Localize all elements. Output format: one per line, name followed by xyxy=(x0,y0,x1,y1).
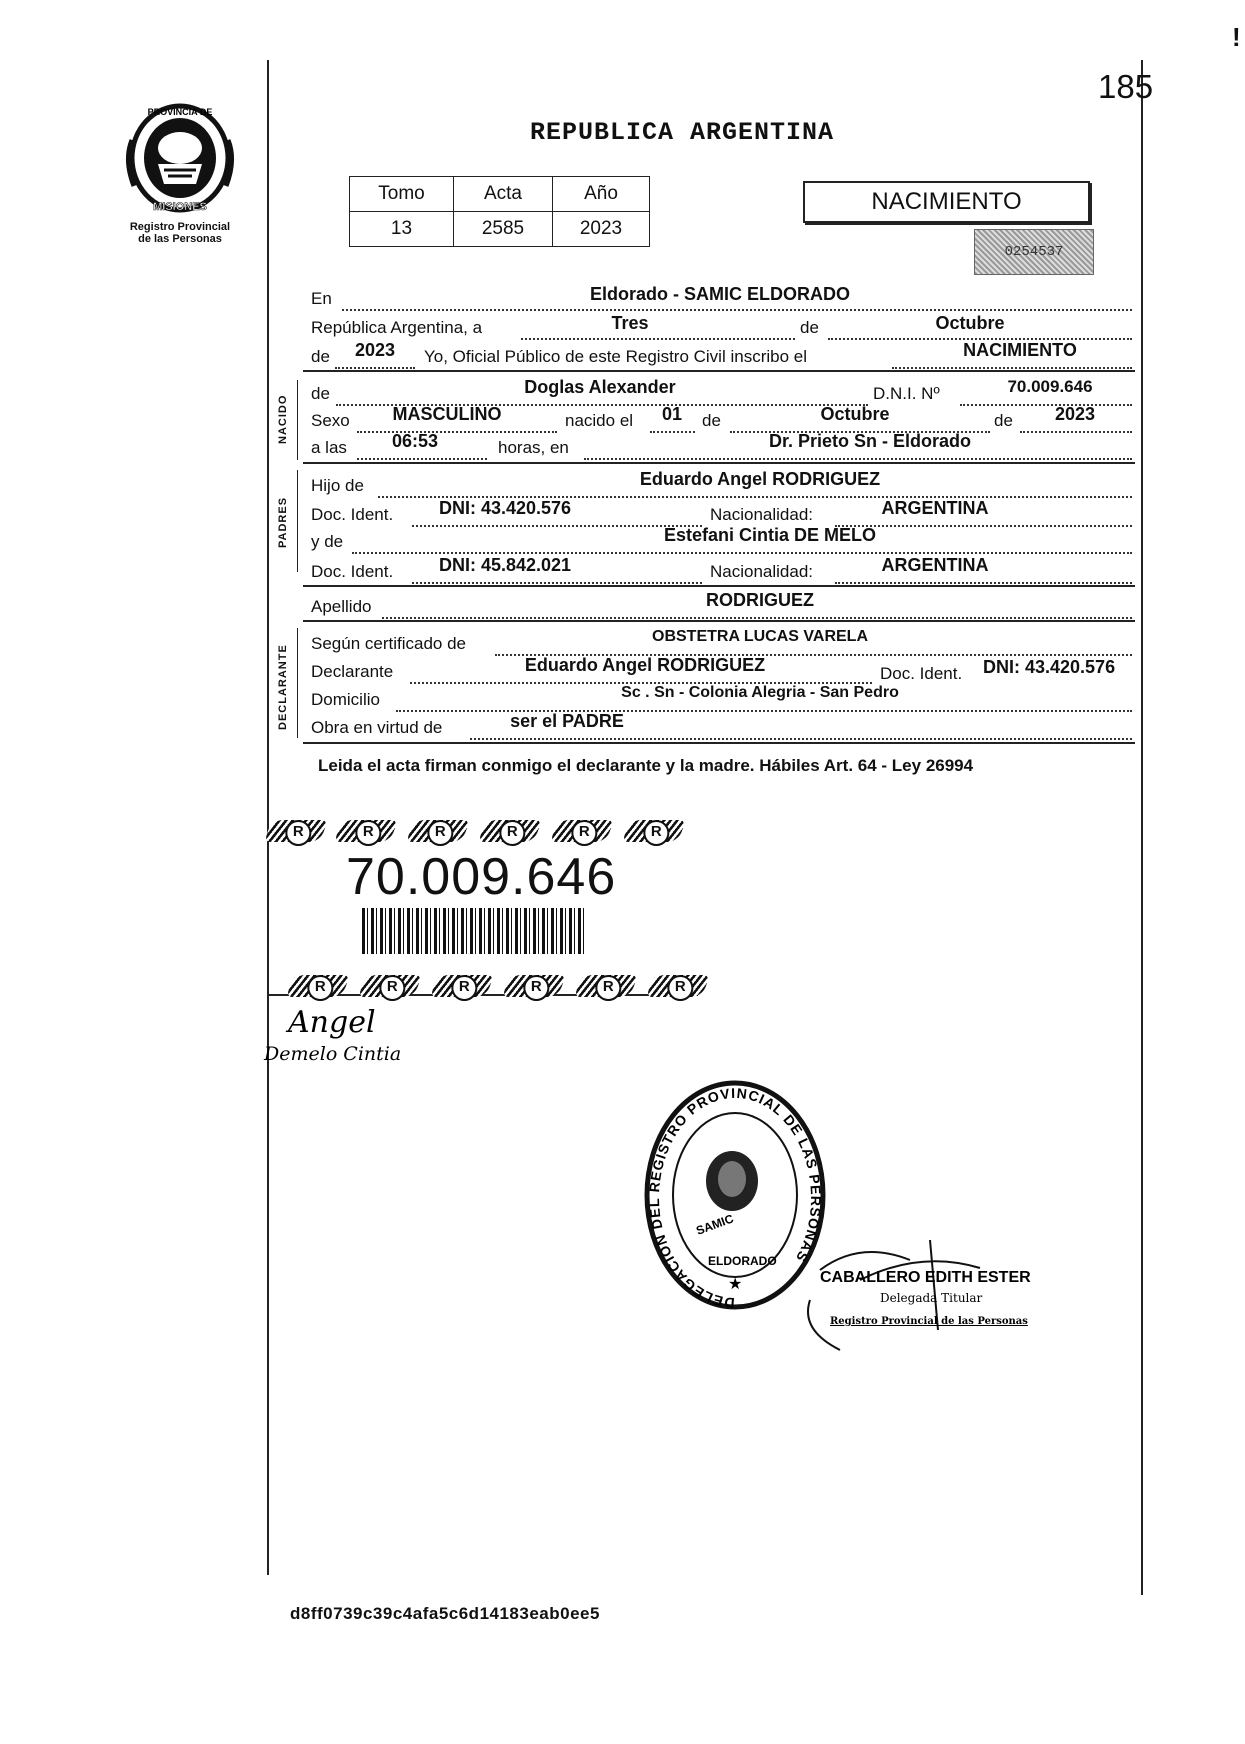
registry-watermark-mark xyxy=(550,820,613,842)
label-en: En xyxy=(311,289,332,308)
text-officer-statement: Yo, Oficial Público de este Registro Civil inscribo el xyxy=(424,347,807,366)
value-declarant-doc: DNI: 43.420.576 xyxy=(983,657,1116,677)
label-declarant: Declarante xyxy=(311,662,394,681)
stamp-star-icon: ★ xyxy=(728,1274,743,1293)
label-nationality-mother: Nacionalidad: xyxy=(710,562,814,581)
registry-watermark-letter: R xyxy=(285,820,311,846)
value-child-name: Doglas Alexander xyxy=(524,377,676,397)
value-born-year: 2023 xyxy=(1054,404,1096,424)
registry-table xyxy=(349,176,650,247)
registry-watermark-letter: R xyxy=(667,975,693,1001)
label-hours-en: horas, en xyxy=(498,438,569,457)
value-surname: RODRIGUEZ xyxy=(706,590,814,610)
value-address: Sc . Sn - Colonia Alegria - San Pedro xyxy=(621,684,899,701)
registry-watermark-letter: R xyxy=(523,975,549,1001)
registry-watermark-mark xyxy=(406,820,469,842)
value-born-day: 01 xyxy=(661,404,683,424)
label-doc-ident-declarant: Doc. Ident. xyxy=(880,664,963,683)
registry-watermark-mark xyxy=(622,820,685,842)
section-rule xyxy=(303,370,1135,372)
registry-watermark-mark xyxy=(264,820,327,842)
logo-seal-bottom: MISIONES xyxy=(153,201,207,213)
label-born: nacido el xyxy=(565,411,634,430)
section-label-declarante: DECLARANTE xyxy=(277,644,289,730)
label-doc-ident-mother: Doc. Ident. xyxy=(311,562,394,581)
value-place-of-registration: Eldorado - SAMIC ELDORADO xyxy=(590,284,850,304)
value-sex: MASCULINO xyxy=(392,404,502,424)
label-dni: D.N.I. Nº xyxy=(873,384,940,403)
label-de-born-year: de xyxy=(994,411,1013,430)
registry-value-row xyxy=(350,212,650,247)
registry-watermark-letter: R xyxy=(499,820,525,846)
value-certificate: OBSTETRA LUCAS VARELA xyxy=(652,628,868,645)
value-father-name: Eduardo Angel RODRIGUEZ xyxy=(639,469,881,489)
dni-barcode xyxy=(362,908,584,954)
section-label-padres: PADRES xyxy=(277,496,289,548)
value-reason: ser el PADRE xyxy=(510,711,624,731)
registry-watermark-letter: R xyxy=(595,975,621,1001)
value-mother-name: Estefani Cintia DE MELO xyxy=(663,525,877,545)
corner-mark: ! xyxy=(1232,22,1241,52)
registry-watermark-mark xyxy=(646,975,709,997)
registry-watermark-mark xyxy=(334,820,397,842)
registry-watermark-mark xyxy=(502,975,565,997)
label-republica: República Argentina, a xyxy=(311,318,483,337)
value-month: Octubre xyxy=(935,313,1005,333)
stamp-inner-top: SAMIC xyxy=(694,1211,736,1238)
label-doc-ident-father: Doc. Ident. xyxy=(311,505,394,524)
value-father-doc: DNI: 43.420.576 xyxy=(438,498,572,518)
logo-caption-line2: de las Personas xyxy=(138,233,222,245)
value-born-month: Octubre xyxy=(820,404,890,424)
value-birth-place: Dr. Prieto Sn - Eldorado xyxy=(768,431,972,451)
value-child-dni: 70.009.646 xyxy=(1007,377,1093,396)
right-margin-line xyxy=(1141,60,1143,1595)
signature-father: Angel xyxy=(288,1005,376,1040)
section-rule xyxy=(303,742,1135,744)
value-declarant: Eduardo Angel RODRIGUEZ xyxy=(524,655,766,675)
stamp-ring-text: DELEGACION DEL REGISTRO PROVINCIAL DE LAS PERSONAS xyxy=(645,1084,825,1312)
value-mother-nationality: ARGENTINA xyxy=(881,555,989,575)
closing-statement: Leida el acta firman conmigo el declarante y la madre. Hábiles Art. 64 - Ley 26994 xyxy=(318,756,974,775)
record-type-box: NACIMIENTO xyxy=(803,181,1090,223)
label-de-month: de xyxy=(702,411,721,430)
logo-seal-top: PROVINCIA DE xyxy=(147,107,213,117)
label-de-year: de xyxy=(311,347,330,366)
registry-watermark-mark xyxy=(430,975,493,997)
label-certificate: Según certificado de xyxy=(311,634,466,653)
registry-watermark-letter: R xyxy=(643,820,669,846)
label-nationality-father: Nacionalidad: xyxy=(710,505,814,524)
section-bracket xyxy=(297,470,298,572)
registry-watermark-letter: R xyxy=(451,975,477,1001)
registry-watermark-mark xyxy=(478,820,541,842)
value-time: 06:53 xyxy=(391,431,439,451)
registry-watermark-letter: R xyxy=(355,820,381,846)
header-tomo: Tomo xyxy=(350,177,454,212)
value-day: Tres xyxy=(611,313,649,333)
logo-caption xyxy=(100,221,260,245)
serial-stamp xyxy=(974,229,1094,275)
label-reason: Obra en virtud de xyxy=(311,718,443,737)
serial-stamp-number: 0254537 xyxy=(1004,244,1064,260)
section-bracket xyxy=(297,628,298,738)
officer-organization: Registro Provincial de las Personas xyxy=(830,1316,1028,1327)
value-acta: 2585 xyxy=(454,212,553,247)
dni-large-number: 70.009.646 xyxy=(346,848,617,906)
coat-of-arms-logo xyxy=(124,100,236,218)
label-child-of: Hijo de xyxy=(311,476,364,495)
value-act-type: NACIMIENTO xyxy=(963,340,1077,360)
page-number: 185 xyxy=(1098,68,1154,105)
document-title: REPUBLICA ARGENTINA xyxy=(530,118,835,147)
label-and-of: y de xyxy=(311,532,344,551)
header-anio: Año xyxy=(553,177,650,212)
officer-name: CABALLERO EDITH ESTER xyxy=(820,1269,1031,1286)
officer-signature-block xyxy=(800,1240,1100,1360)
logo-caption-line1: Registro Provincial xyxy=(129,221,231,233)
label-de: de xyxy=(800,318,819,337)
label-time: a las xyxy=(311,438,347,457)
registry-watermark-letter: R xyxy=(427,820,453,846)
signature-mother: Demelo Cintia xyxy=(264,1043,402,1065)
registry-watermark-letter: R xyxy=(307,975,333,1001)
value-tomo: 13 xyxy=(350,212,454,247)
label-surname: Apellido xyxy=(311,597,372,616)
label-address: Domicilio xyxy=(311,690,380,709)
section-bracket xyxy=(297,380,298,460)
handwritten-signatures xyxy=(262,1000,422,1070)
left-margin-line xyxy=(267,60,269,1575)
value-year: 2023 xyxy=(354,340,396,360)
label-de-name: de xyxy=(311,384,330,403)
registry-watermark-letter: R xyxy=(379,975,405,1001)
registry-watermark-mark xyxy=(574,975,637,997)
section-rule xyxy=(303,620,1135,622)
section-rule xyxy=(303,462,1135,464)
label-sexo: Sexo xyxy=(311,411,350,430)
registry-header-row xyxy=(350,177,650,212)
registry-watermark-letter: R xyxy=(571,820,597,846)
section-label-nacido: NACIDO xyxy=(277,394,289,444)
value-mother-doc: DNI: 45.842.021 xyxy=(438,555,572,575)
value-anio: 2023 xyxy=(553,212,650,247)
provincial-coat-of-arms-icon xyxy=(124,100,236,218)
stamp-inner-bottom: ELDORADO xyxy=(708,1254,777,1268)
section-rule xyxy=(303,585,1135,587)
registry-watermark-mark xyxy=(286,975,349,997)
registry-watermark-mark xyxy=(358,975,421,997)
header-acta: Acta xyxy=(454,177,553,212)
value-father-nationality: ARGENTINA xyxy=(881,498,989,518)
officer-role: Delegada Titular xyxy=(880,1291,983,1305)
document-hash: d8ff0739c39c4afa5c6d14183eab0ee5 xyxy=(290,1604,600,1623)
